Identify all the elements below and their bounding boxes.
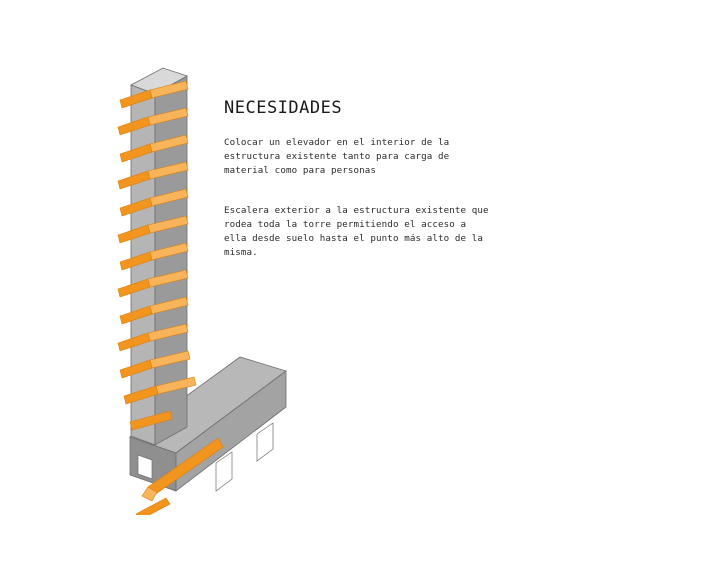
text-column	[224, 98, 494, 286]
paragraph-stair-requirement: Escalera exterior a la estructura existente que rodea toda la torre permitiendo el acceso a ella desde suelo hasta el punto más alto de la misma.	[224, 205, 489, 258]
page-title: NECESIDADES	[224, 98, 343, 118]
paragraph-elevator-requirement: Colocar un elevador en el interior de la estructura existente tanto para carga de material como para personas	[224, 137, 450, 176]
